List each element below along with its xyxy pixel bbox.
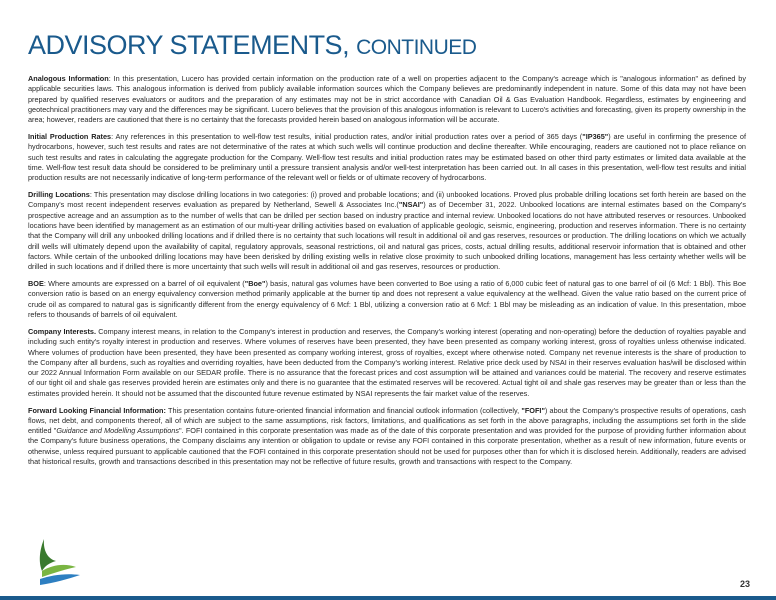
paragraph-text: ) are useful in confirming the presence of hydrocarbons, however, such test results and rates are not determinative of the rates at which such wells will continue production and decline thereafter. While encouraging, readers are cautioned not to place reliance on such test results and rates in calculating the aggregate production for the Company. Well-flow test results and initial production rates may be estimated based on other third party estimates or limited data available at the time. Well-flow test result data should be considered to be preliminary until a pressure transient analysis and/or well-test interpretation has been carried out. In all cases in this presentation, well-flow test results and initial production results are not necessarily indicative of long-term performance of the relevant well or fields or of ultimate recovery of hydrocarbons.	[28, 132, 746, 183]
advisory-body	[28, 74, 746, 474]
paragraph-text: ) about the Company's prospective results of operations, cash flows, net debt, and components thereof, all of which are subject to the same assumptions, risk factors, limitations, and qualifications as set forth in the above paragraphs, including the assumptions set forth in the slide entitled "	[28, 405, 746, 436]
paragraph-boe	[28, 279, 746, 320]
paragraph-text: ) as of December 31, 2022. Unbooked locations are internal estimates based on the Company's prospective acreage and an assumption as to the number of wells that can be drilled per section based on industry practice and internal review. Unbooked locations do not have attributed reserves or resources. Unbooked locations have been identified by management as an estimation of our multi-year drilling activities based on evaluation of applicable geologic, seismic, engineering, production and reserves information. There is no certainty that the Company will drill any unbooked drilling locations and if drilled there is no certainty that such locations will result in additional oil and gas reserves, resources or production. The drilling locations on which we actually drill wells will ultimately depend upon the availability of capital, regulatory approvals, seasonal restrictions, oil and natural gas prices, costs, actual drilling results, additional reservoir information that is obtained and other factors. While certain of the unbooked drilling locations may have been derisked by drilling existing wells in relative close proximity to such unbooked drilling locations, management has less certainty whether wells will be drilled in such locations and if drilled there is more uncertainty that such wells will result in additional oil and gas reserves, resources or production.	[28, 200, 746, 272]
paragraph-text: : Any references in this presentation to well-flow test results, initial production rates, and/or initial production rates over a period of 365 days (	[111, 132, 583, 142]
title-continued: CONTINUED	[356, 36, 477, 59]
paragraph-drilling-locations	[28, 190, 746, 272]
paragraph-text: This presentation contains future-oriented financial information and financial outlook information (collectively,	[165, 405, 522, 415]
paragraph-text: : Where amounts are expressed on a barrel of oil equivalent (	[43, 279, 245, 289]
page-title	[28, 30, 476, 61]
slide-reference: Guidance and Modelling Assumptions	[56, 426, 180, 436]
paragraph-text: ) basis, natural gas volumes have been converted to Boe using a ratio of 6,000 cubic feet of natural gas to one barrel of oil (6 Mcf: 1 Bbl). This Boe conversion ratio is based on an energy equivalency conversion method primarily applicable at the burner tip and does not represent a value equivalency at the wellhead. Given the value ratio based on the current price of crude oil as compared to natural gas is significantly different from the energy equivalency of 6 Mcf: 1 Bbl, utilizing a conversion ratio at 6 Mcf: 1 Bbl may be misleading as an indication of value. In this presentation, mboe refers to thousands of barrels of oil equivalent.	[28, 279, 746, 320]
paragraph-text: ". FOFI contained in this corporate presentation was made as of the date of this corporate presentation and was provided for the purpose of providing further information about the Company's future business operations, the Company disclaims any intention or obligation to update or revise any FOFI contained in this corporate presentation, whether as a result of new information, future events or otherwise, unless required pursuant to applicable cautioned that the FOFI contained in this corporate presentation should not be used for purposes other than for which it is disclosed herein. Additionally, readers are advised that historical results, growth and transactions described in this presentation may not be reflective of future results, growth and transactions with respect to the Company.	[28, 426, 746, 467]
paragraph-forward-looking	[28, 406, 746, 468]
heading-drilling-locations: Drilling Locations	[28, 190, 90, 200]
paragraph-analogous-information	[28, 74, 746, 125]
paragraph-company-interests	[28, 327, 746, 399]
heading-initial-production-rates: Initial Production Rates	[28, 132, 112, 142]
footer-accent-bar	[0, 596, 776, 600]
heading-analogous-information: Analogous Information	[28, 74, 109, 83]
title-main: ADVISORY STATEMENTS,	[28, 30, 350, 60]
company-logo-icon	[30, 537, 82, 587]
heading-company-interests: Company Interests.	[28, 326, 96, 336]
paragraph-text: : This presentation may disclose drilling locations in two categories: (i) proved and probable locations; and (ii) unbooked locations. Proved plus probable drilling locations set forth herein are based on the Company's most recent independent reserves evaluation as prepared by Netherland, Sewell & Associates Inc.(	[28, 190, 746, 210]
page-number: 23	[739, 579, 750, 589]
heading-forward-looking: Forward Looking Financial Information:	[28, 405, 166, 415]
defined-term: "NSAI"	[398, 200, 424, 210]
defined-term: "Boe"	[244, 279, 266, 289]
heading-boe: BOE	[28, 279, 44, 289]
paragraph-initial-production-rates	[28, 132, 746, 183]
paragraph-text: : In this presentation, Lucero has provided certain information on the production rate of a well on properties adjacent to the Company's acreage which is "analogous information" as defined by applicable securities laws. This analogous information is derived from publicly available information sources which the Company believes are predominantly independent in nature. Some of this data may not have been prepared by qualified reserves evaluators or auditors and the preparation of any estimates may not be in strict accordance with Canadian Oil & Gas Evaluation Handbook. Regardless, estimates by engineering and geotechnical practitioners may vary and the differences may be significant. Lucero believes that the provision of this analogous information is relevant to Lucero's activities and forecasting, given its property ownership in the area; however, readers are cautioned that there is no certainty that the forecasts provided herein based on analogous information will be accurate.	[28, 74, 747, 125]
defined-term: "FOFI"	[521, 405, 545, 415]
paragraph-text: Company interest means, in relation to the Company's interest in production and reserves, the Company's working interest (operating and non-operating) before the deduction of royalties payable and including such entity's royalty interest in production and reserves. Where volumes of reserves have been presented, they have been presented as company working interest, gross of royalties unless otherwise indicated. Where volumes of production have been presented, they have been presented as company working interest, gross of royalties, except where otherwise noted. Company net revenue interests is the share of production to the Company after all burdens, such as royalties and overriding royalties, have been deducted from the Company's working interest. Relative price deck used by NSAI in their reserves evaluation has/will be disclosed within our 2022 Annual Information Form available on our SEDAR profile. There is no assurance that the forecast prices and cost assumption will be attained and variances could be material. The recovery and reserve estimates of our tight oil and shale gas reserves provided herein are estimates only and there is no guarantee that the estimated reserves will be recovered. Actual tight oil and shale gas reserves may be greater than or less than the estimates provided herein. It should not be assumed that the discounted future revenue estimated by NSAI represents the fair market value of the reserves.	[28, 326, 746, 398]
defined-term: "IP365"	[582, 132, 609, 142]
